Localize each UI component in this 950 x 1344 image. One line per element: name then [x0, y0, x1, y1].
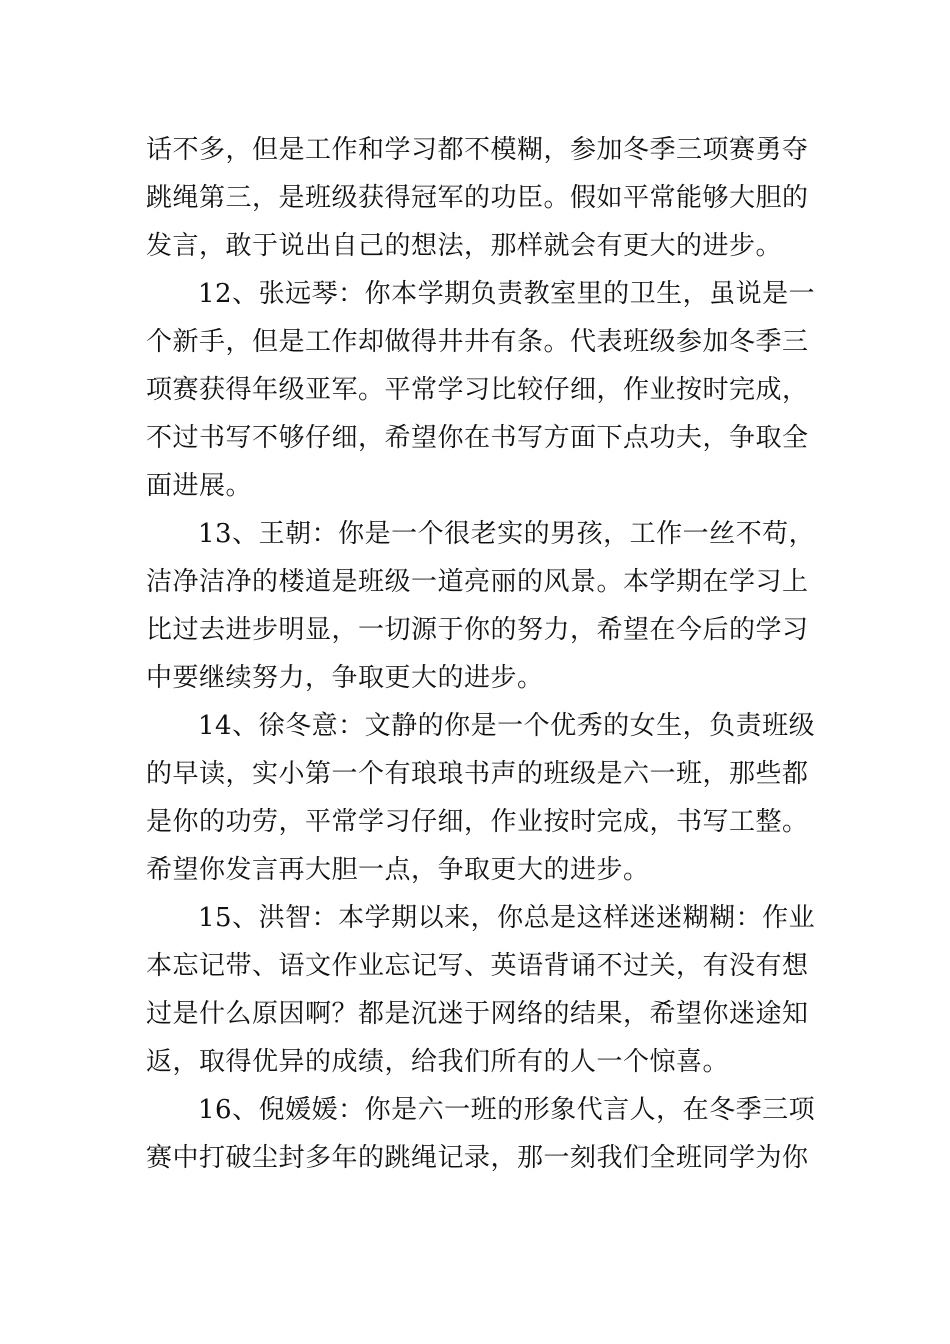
- text-line: 项赛获得年级亚军。平常学习比较仔细，作业按时完成，: [146, 375, 809, 405]
- text-line: 洁净洁净的楼道是班级一道亮丽的风景。本学期在学习上: [146, 567, 809, 597]
- text-line: 发言，敢于说出自己的想法，那样就会有更大的进步。: [146, 231, 783, 261]
- text-line: 不过书写不够仔细，希望你在书写方面下点功夫，争取全: [146, 423, 809, 453]
- text-line: 赛中打破尘封多年的跳绳记录，那一刻我们全班同学为你: [146, 1143, 809, 1173]
- text-line: 的早读，实小第一个有琅琅书声的班级是六一班，那些都: [146, 759, 809, 789]
- text-line: 是你的功劳，平常学习仔细，作业按时完成，书写工整。: [146, 807, 809, 837]
- text-line: 面进展。: [146, 471, 253, 501]
- text-line: 个新手，但是工作却做得井井有条。代表班级参加冬季三: [146, 327, 809, 357]
- paragraph-first-line: 13、王朝：你是一个很老实的男孩，工作一丝不苟，: [198, 519, 816, 549]
- text-line: 本忘记带、语文作业忘记写、英语背诵不过关，有没有想: [146, 951, 809, 981]
- text-line: 返，取得优异的成绩，给我们所有的人一个惊喜。: [146, 1047, 730, 1077]
- text-line: 希望你发言再大胆一点，争取更大的进步。: [146, 855, 650, 885]
- text-line: 过是什么原因啊？都是沉迷于网络的结果，希望你迷途知: [146, 999, 809, 1029]
- text-line: 中要继续努力，争取更大的进步。: [146, 663, 544, 693]
- paragraph-first-line: 14、徐冬意：文静的你是一个优秀的女生，负责班级: [198, 711, 816, 741]
- text-line: 跳绳第三，是班级获得冠军的功臣。假如平常能够大胆的: [146, 183, 809, 213]
- paragraph-first-line: 12、张远琴：你本学期负责教室里的卫生，虽说是一: [198, 279, 816, 309]
- document-body: [146, 126, 816, 1182]
- text-line: 话不多，但是工作和学习都不模糊，参加冬季三项赛勇夺: [146, 135, 809, 165]
- text-line: 比过去进步明显，一切源于你的努力，希望在今后的学习: [146, 615, 809, 645]
- paragraph-first-line: 16、倪媛媛：你是六一班的形象代言人，在冬季三项: [198, 1095, 816, 1125]
- paragraph-first-line: 15、洪智：本学期以来，你总是这样迷迷糊糊：作业: [198, 903, 816, 933]
